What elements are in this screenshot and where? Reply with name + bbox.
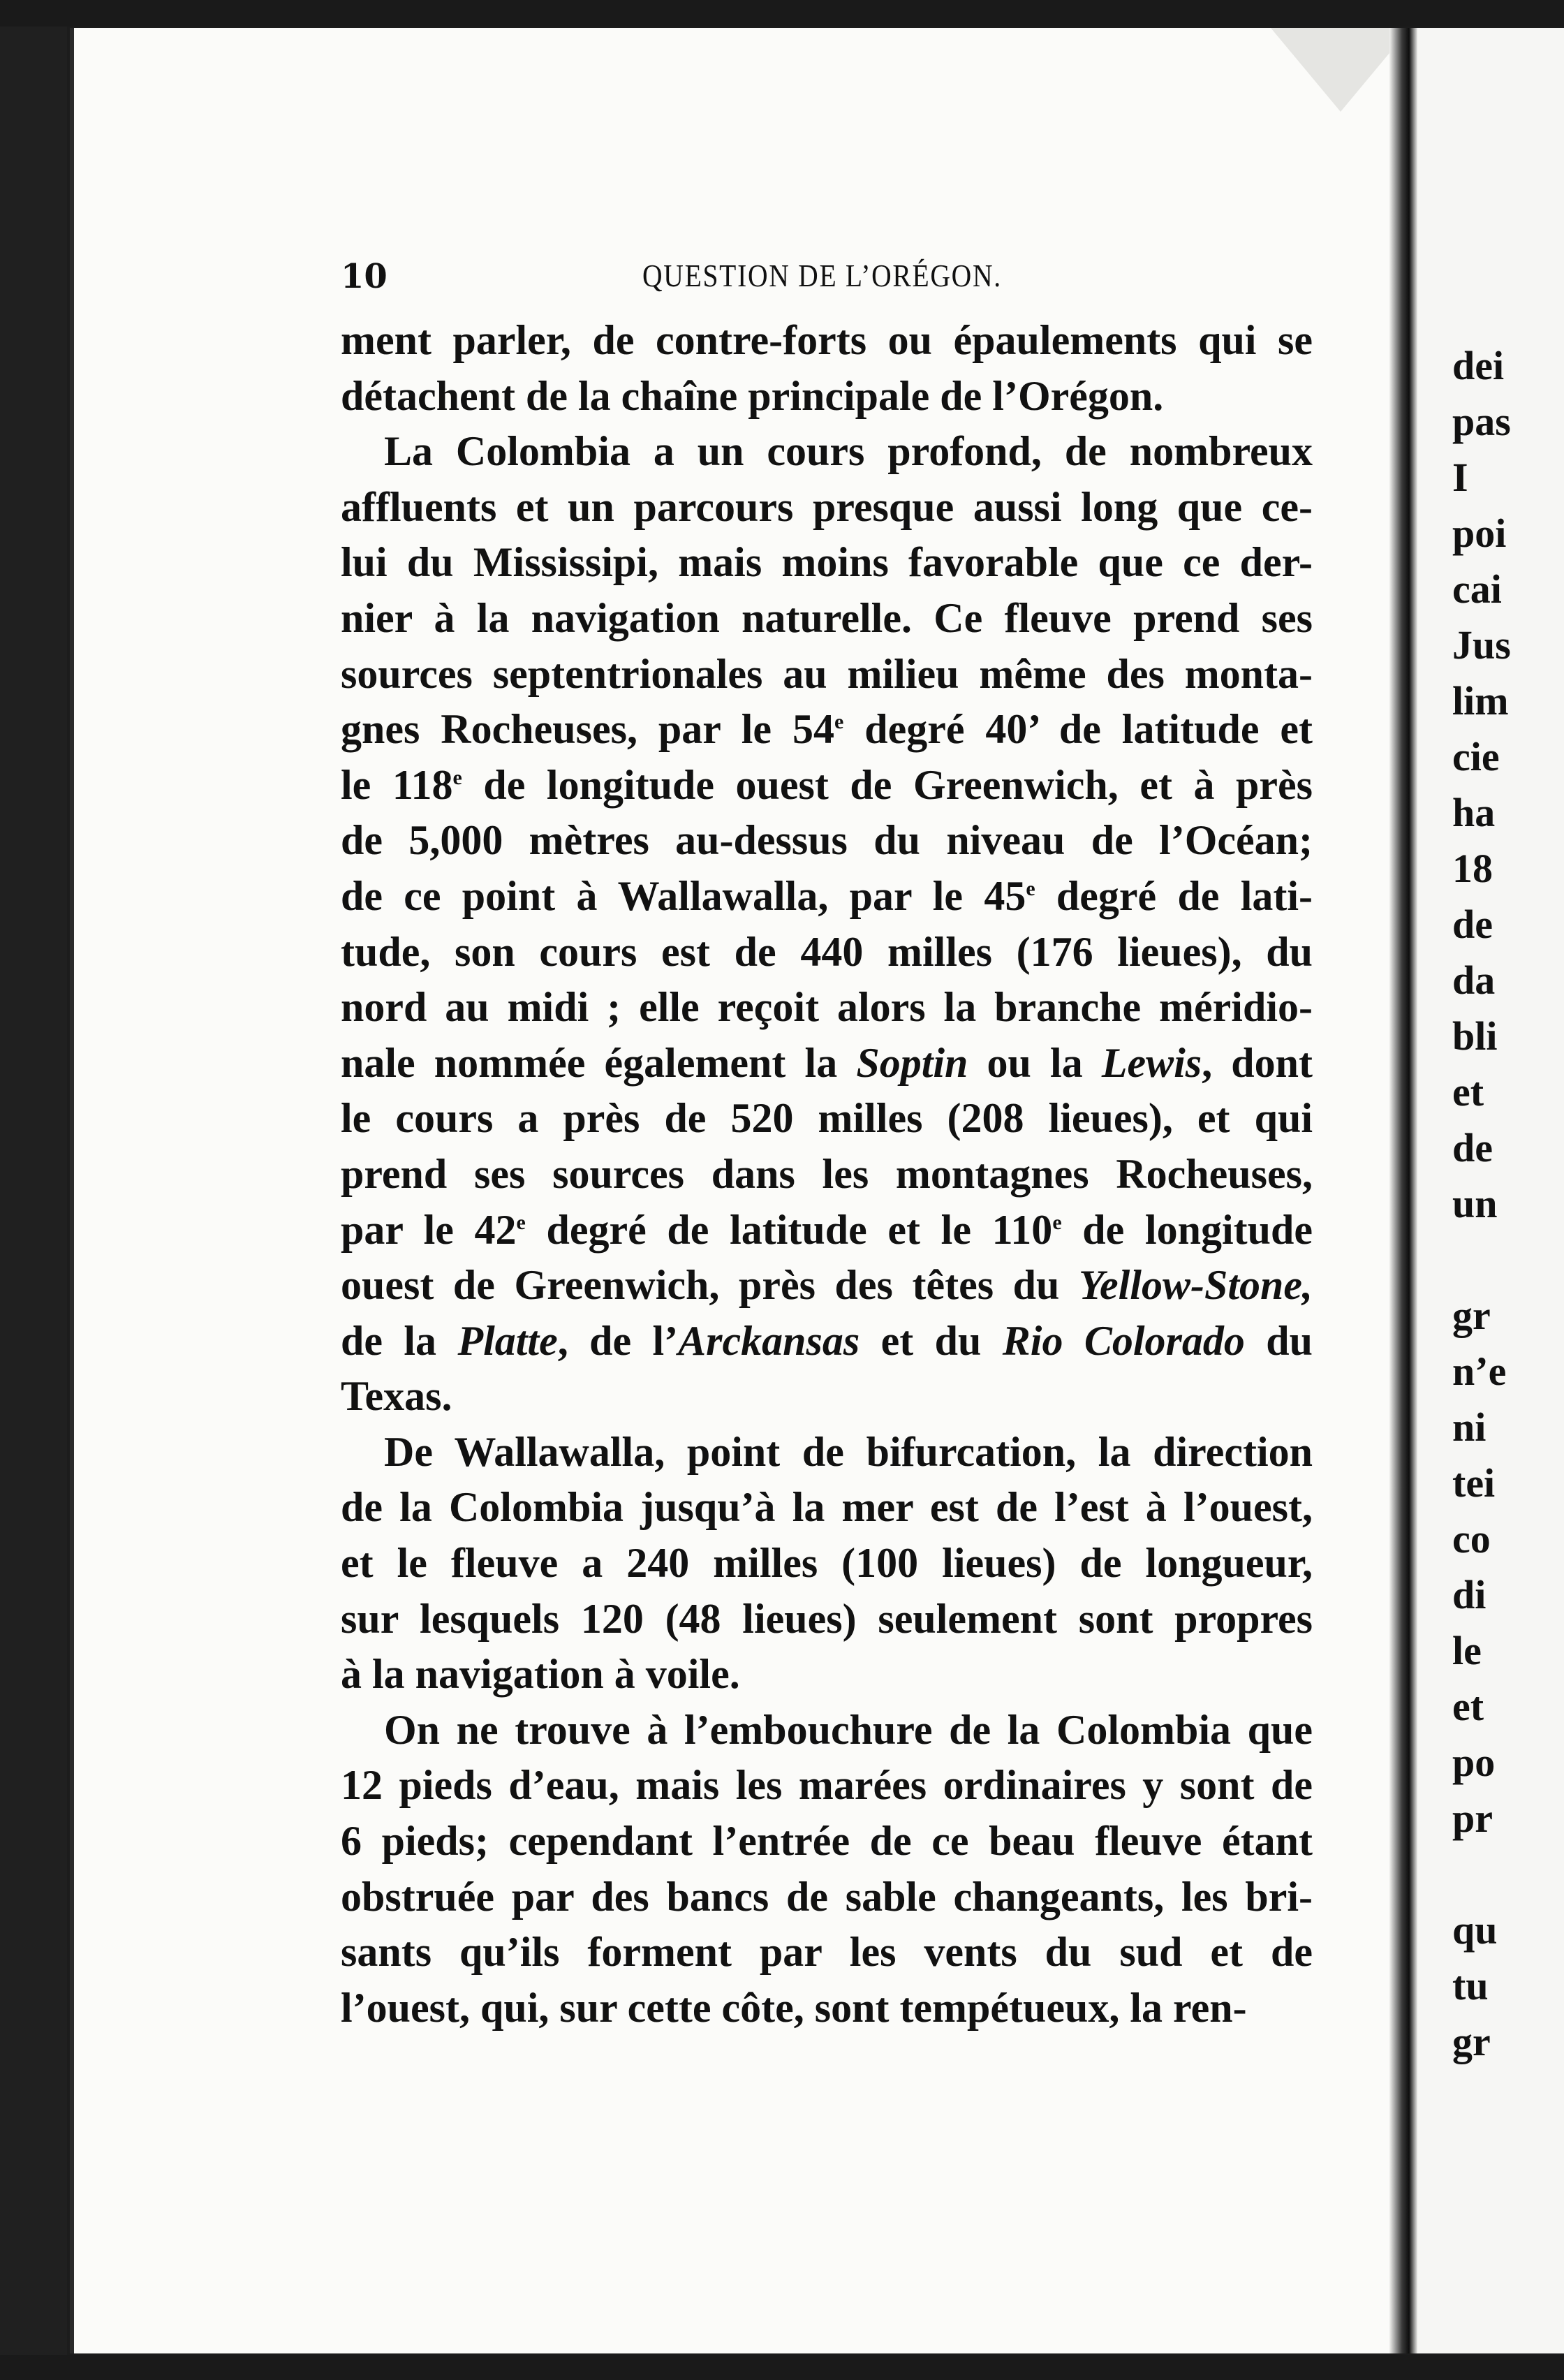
text-line [341, 1814, 1313, 1870]
facing-page-line: da [1452, 957, 1496, 1003]
facing-page-line: qu [1452, 1907, 1498, 1953]
text-line [341, 313, 1313, 369]
facing-page-line: de [1452, 1125, 1493, 1170]
facing-page-line: lim [1452, 678, 1509, 723]
text-line [341, 1036, 1313, 1092]
ordinal-superscript: e [1026, 876, 1035, 900]
facing-page-line: dei [1452, 343, 1505, 388]
text-run: , dont [1202, 1039, 1313, 1086]
text-run: affluents et un parcours presque aussi long que ce- [341, 483, 1313, 530]
text-run: de 5,000 mètres au-dessus du niveau de l’Océan; [341, 817, 1313, 864]
text-run: , de l’ [557, 1317, 679, 1364]
text-run: le 118 [341, 761, 453, 808]
text-run: 12 pieds d’eau, mais les marées ordinaires y sont de [341, 1762, 1313, 1809]
facing-page-line: gr [1452, 1293, 1491, 1338]
text-run: gnes Rocheuses, par le 54 [341, 706, 834, 753]
facing-page-line: gr [1452, 2019, 1491, 2064]
facing-page-line: ni [1452, 1404, 1486, 1450]
text-run: de longitude ouest de Greenwich, et à près [462, 761, 1313, 808]
text-run: 6 pieds; cependant l’entrée de ce beau fleuve étant [341, 1818, 1313, 1865]
text-run: et le fleuve a 240 milles (100 lieues) de longueur, [341, 1540, 1313, 1587]
text-run: de la [341, 1317, 458, 1364]
text-line [341, 647, 1313, 703]
text-line [341, 424, 1313, 480]
facing-page-line: poi [1452, 510, 1507, 556]
italic-name: Platte [457, 1317, 558, 1364]
facing-page-line: co [1452, 1516, 1491, 1562]
text-run: sources septentrionales au milieu même des monta- [341, 650, 1313, 697]
facing-page-line: le [1452, 1628, 1482, 1673]
facing-page-line: un [1452, 1181, 1498, 1226]
scan-border-bottom [0, 2355, 1564, 2380]
text-run: l’ouest, qui, sur cette côte, sont tempétueux, la ren- [341, 1984, 1247, 2031]
text-run: le cours a près de 520 milles (208 lieues), et qui [341, 1095, 1313, 1142]
text-line [341, 925, 1313, 980]
text-run: prend ses sources dans les montagnes Rocheuses, [341, 1150, 1313, 1197]
text-run: degré de latitude et le 110 [525, 1206, 1053, 1253]
text-run: nord au midi ; elle reçoit alors la branche méridio- [341, 984, 1313, 1031]
book-gutter [1389, 28, 1417, 2353]
text-run: détachent de la chaîne principale de l’Orégon. [341, 372, 1164, 419]
text-run: et du [860, 1317, 1003, 1364]
facing-page-line: 18 [1452, 846, 1493, 891]
ordinal-superscript: e [834, 710, 844, 734]
text-run: lui du Mississipi, mais moins favorable que ce der- [341, 539, 1313, 586]
facing-page-line: cie [1452, 734, 1500, 779]
text-run: tude, son cours est de 440 milles (176 lieues), du [341, 928, 1313, 975]
facing-page-line: I [1452, 455, 1468, 500]
text-line [341, 758, 1313, 814]
text-run: du [1244, 1317, 1313, 1364]
facing-page-line: tei [1452, 1460, 1496, 1506]
facing-page-line: et [1452, 1069, 1484, 1115]
facing-page-line: ha [1452, 790, 1496, 835]
text-line [341, 1647, 1313, 1703]
facing-page-line: pas [1452, 399, 1511, 444]
text-line [341, 1203, 1313, 1258]
text-line [341, 702, 1313, 758]
text-run: obstruée par des bancs de sable changeants, les bri- [341, 1873, 1313, 1920]
text-run: de la Colombia jusqu’à la mer est de l’est à l’ouest, [341, 1484, 1313, 1531]
text-line [341, 1592, 1313, 1647]
text-run: On ne trouve à l’embouchure de la Colombia que [384, 1706, 1313, 1753]
text-line [341, 1480, 1313, 1536]
italic-name: Yellow-Stone, [1078, 1262, 1313, 1309]
text-line [341, 1425, 1313, 1481]
italic-name: Rio Colorado [1002, 1317, 1245, 1364]
text-run: de ce point à Wallawalla, par le 45 [341, 872, 1026, 919]
text-line [341, 1091, 1313, 1147]
facing-page-line: et [1452, 1684, 1484, 1729]
scan-border-left [0, 0, 67, 2380]
text-line [341, 1981, 1313, 2036]
text-line [341, 591, 1313, 647]
body-text [341, 313, 1313, 2036]
italic-name: Arckansas [678, 1317, 860, 1364]
text-run: nale nommée également la [341, 1039, 857, 1086]
ordinal-superscript: e [516, 1210, 526, 1234]
text-line [341, 1369, 1313, 1425]
text-line [341, 369, 1313, 425]
text-run: La Colombia a un cours profond, de nombreux [384, 428, 1313, 475]
text-line [341, 480, 1313, 536]
facing-page [1417, 28, 1564, 2353]
text-run: sur lesquels 120 (48 lieues) seulement sont propres [341, 1595, 1313, 1642]
running-title: QUESTION DE L’ORÉGON. [642, 258, 1002, 293]
facing-page-line: pr [1452, 1795, 1493, 1841]
facing-page-line: bli [1452, 1013, 1498, 1059]
text-line [341, 1147, 1313, 1203]
text-line [341, 1258, 1313, 1314]
text-line [341, 1703, 1313, 1758]
facing-page-line: po [1452, 1740, 1496, 1785]
text-run: de longitude [1061, 1206, 1313, 1253]
text-line [341, 869, 1313, 925]
facing-page-line: de [1452, 902, 1493, 947]
text-run: à la navigation à voile. [341, 1651, 740, 1698]
italic-name: Lewis [1101, 1039, 1202, 1086]
text-line [341, 1536, 1313, 1592]
facing-page-line: di [1452, 1572, 1486, 1617]
text-line [341, 1925, 1313, 1981]
text-line [341, 1870, 1313, 1925]
text-line [341, 1314, 1313, 1369]
text-run: nier à la navigation naturelle. Ce fleuve prend ses [341, 594, 1313, 641]
text-run: degré de lati- [1035, 872, 1313, 919]
facing-page-line: Jus [1452, 622, 1511, 668]
text-run: ment parler, de contre-forts ou épaulements qui se [341, 317, 1313, 363]
text-run: ou la [968, 1039, 1102, 1086]
text-run: De Wallawalla, point de bifurcation, la direction [384, 1428, 1313, 1475]
ordinal-superscript: e [452, 765, 462, 789]
facing-page-line: cai [1452, 566, 1502, 612]
text-line [341, 1758, 1313, 1814]
facing-page-line: n’e [1452, 1349, 1507, 1394]
ordinal-superscript: e [1052, 1210, 1062, 1234]
running-head [341, 257, 1318, 306]
text-run: par le 42 [341, 1206, 517, 1253]
text-run: degré 40’ de latitude et [843, 706, 1313, 753]
text-run: sants qu’ils forment par les vents du sud et de [341, 1929, 1313, 1976]
text-run: Texas. [341, 1373, 452, 1420]
page-number: 10 [341, 257, 388, 296]
facing-page-line: tu [1452, 1963, 1489, 2008]
scan-border-top [0, 0, 1564, 27]
text-run: ouest de Greenwich, près des têtes du [341, 1262, 1079, 1309]
text-line [341, 535, 1313, 591]
italic-name: Soptin [856, 1039, 968, 1086]
text-line [341, 813, 1313, 869]
text-line [341, 980, 1313, 1036]
